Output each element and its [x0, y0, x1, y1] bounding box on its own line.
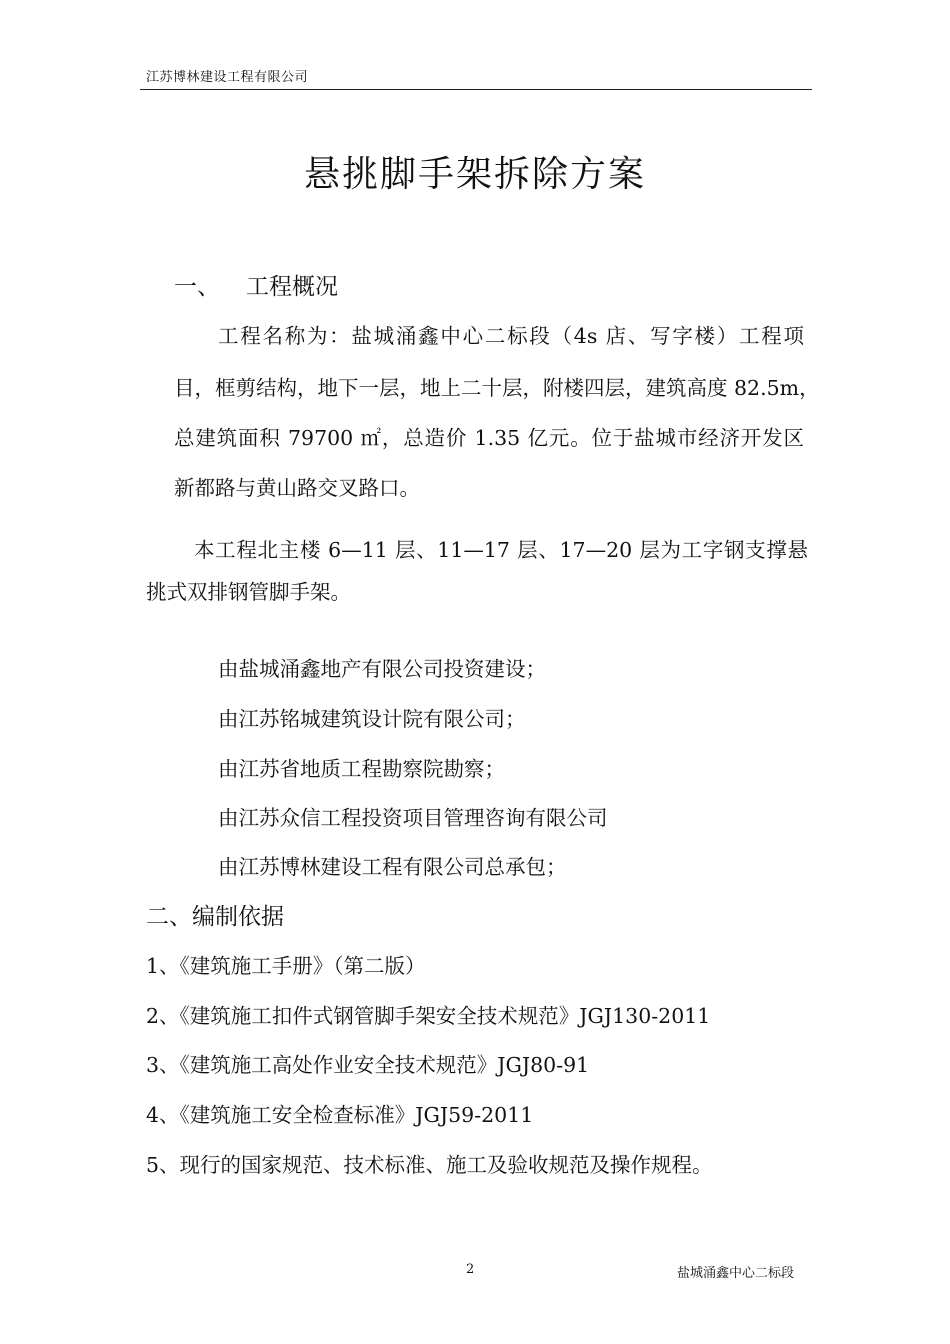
reference-item: 1、《建筑施工手册》（第二版） [146, 954, 426, 978]
party-item: 由江苏铭城建筑设计院有限公司； [218, 707, 526, 731]
footer-project: 盐城涌鑫中心二标段 [677, 1266, 795, 1281]
overview-line-2: 目，框剪结构，地下一层，地上二十层，附楼四层，建筑高度 82.5m， [174, 376, 820, 400]
party-item: 由江苏博林建设工程有限公司总承包； [218, 855, 567, 879]
overview-line-4: 新都路与黄山路交叉路口。 [174, 476, 420, 500]
reference-item: 2、《建筑施工扣件式钢管脚手架安全技术规范》JGJ130-2011 [146, 1004, 711, 1028]
party-item: 由盐城涌鑫地产有限公司投资建设； [218, 657, 546, 681]
scaffold-line-1: 本工程北主楼 6—11 层、11—17 层、17—20 层为工字钢支撑悬 [194, 538, 808, 562]
reference-item: 3、《建筑施工高处作业安全技术规范》JGJ80-91 [146, 1053, 590, 1077]
section1-heading: 工程概况 [246, 274, 338, 300]
party-item: 由江苏众信工程投资项目管理咨询有限公司 [218, 806, 608, 830]
section1-number: 一、 [174, 274, 220, 300]
header-company: 江苏博林建设工程有限公司 [146, 70, 309, 85]
scaffold-line-2: 挑式双排钢管脚手架。 [146, 580, 351, 604]
document-title: 悬挑脚手架拆除方案 [303, 154, 646, 195]
section2-heading: 二、编制依据 [146, 904, 284, 930]
reference-item: 5、现行的国家规范、技术标准、施工及验收规范及操作规程。 [146, 1153, 713, 1177]
party-item: 由江苏省地质工程勘察院勘察； [218, 757, 505, 781]
page-number: 2 [466, 1262, 475, 1277]
header-divider [140, 89, 812, 90]
reference-item: 4、《建筑施工安全检查标准》JGJ59-2011 [146, 1103, 534, 1127]
overview-line-3: 总建筑面积 79700 ㎡，总造价 1.35 亿元。位于盐城市经济开发区 [174, 426, 804, 450]
overview-line-1: 工程名称为：盐城涌鑫中心二标段（4s 店、写字楼）工程项 [218, 324, 804, 348]
